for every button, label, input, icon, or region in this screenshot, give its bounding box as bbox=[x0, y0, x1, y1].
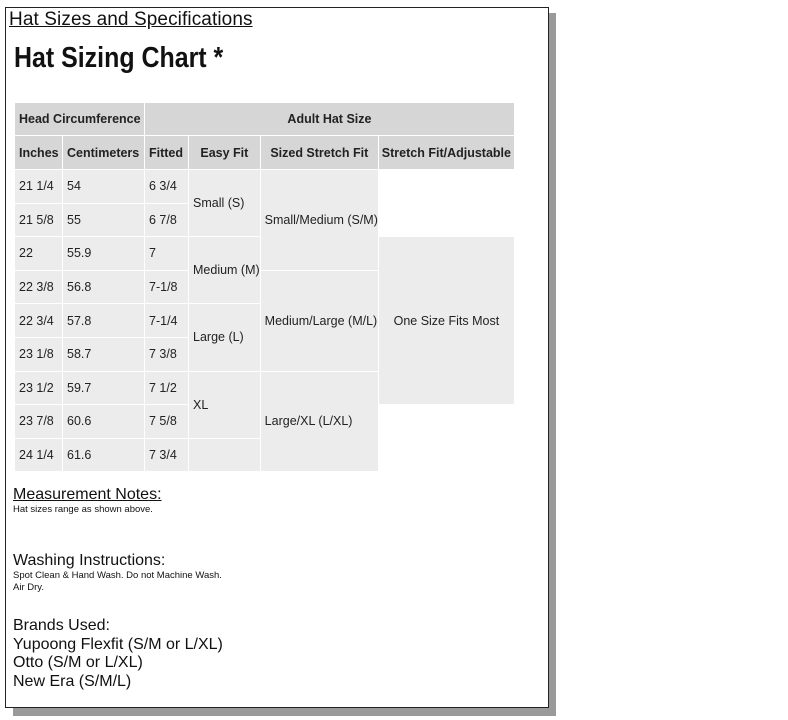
cell-centimeters: 54 bbox=[63, 170, 145, 204]
cell-adjustable-one-size: One Size Fits Most bbox=[378, 237, 514, 405]
table-column-header-row bbox=[15, 136, 520, 170]
cell-centimeters: 57.8 bbox=[63, 304, 145, 338]
header-easy-fit: Easy Fit bbox=[189, 136, 261, 170]
cell-inches: 22 3/4 bbox=[15, 304, 63, 338]
cell-centimeters: 61.6 bbox=[63, 438, 145, 472]
table-row bbox=[15, 170, 520, 204]
cell-stretch-medium-large: Medium/Large (M/L) bbox=[260, 270, 378, 371]
cell-easy-fit-xl: XL bbox=[189, 371, 261, 438]
brand-item: Yupoong Flexfit (S/M or L/XL) bbox=[13, 635, 223, 653]
cell-fitted: 7-1/8 bbox=[145, 270, 189, 304]
header-centimeters: Centimeters bbox=[63, 136, 145, 170]
cell-centimeters: 58.7 bbox=[63, 337, 145, 371]
page-heading: Hat Sizes and Specifications bbox=[9, 9, 253, 30]
chart-title: Hat Sizing Chart * bbox=[14, 42, 224, 74]
cell-inches: 23 1/2 bbox=[15, 371, 63, 405]
cell-easy-fit-medium: Medium (M) bbox=[189, 237, 261, 304]
washing-instructions-line: Air Dry. bbox=[13, 582, 44, 593]
header-head-circumference: Head Circumference bbox=[15, 103, 145, 136]
cell-inches: 21 5/8 bbox=[15, 203, 63, 237]
measurement-notes-text: Hat sizes range as shown above. bbox=[13, 504, 153, 515]
measurement-notes-heading: Measurement Notes: bbox=[13, 486, 162, 503]
cell-fitted: 6 3/4 bbox=[145, 170, 189, 204]
cell-inches: 24 1/4 bbox=[15, 438, 63, 472]
brand-item: Otto (S/M or L/XL) bbox=[13, 654, 143, 671]
header-fitted: Fitted bbox=[145, 136, 189, 170]
brands-heading: Brands Used: bbox=[13, 617, 110, 634]
cell-fitted: 7 3/8 bbox=[145, 337, 189, 371]
cell-fitted: 7 3/4 bbox=[145, 438, 189, 472]
cell-centimeters: 56.8 bbox=[63, 270, 145, 304]
cell-inches: 22 bbox=[15, 237, 63, 271]
cell-centimeters: 59.7 bbox=[63, 371, 145, 405]
header-inches: Inches bbox=[15, 136, 63, 170]
cell-easy-fit-empty bbox=[189, 438, 261, 472]
cell-inches: 22 3/8 bbox=[15, 270, 63, 304]
washing-instructions-line: Spot Clean & Hand Wash. Do not Machine Wash. bbox=[13, 570, 222, 581]
header-sized-stretch-fit: Sized Stretch Fit bbox=[260, 136, 378, 170]
cell-stretch-large-xl: Large/XL (L/XL) bbox=[260, 371, 378, 472]
cell-fitted: 7-1/4 bbox=[145, 304, 189, 338]
cell-fitted: 6 7/8 bbox=[145, 203, 189, 237]
cell-adjustable-empty-top bbox=[378, 170, 514, 237]
cell-fitted: 7 1/2 bbox=[145, 371, 189, 405]
cell-fitted: 7 5/8 bbox=[145, 405, 189, 439]
table-group-header-row bbox=[15, 103, 520, 136]
cell-fitted: 7 bbox=[145, 237, 189, 271]
cell-centimeters: 55 bbox=[63, 203, 145, 237]
cell-inches: 21 1/4 bbox=[15, 170, 63, 204]
cell-adjustable-empty-bottom bbox=[514, 371, 519, 472]
brand-item: New Era (S/M/L) bbox=[13, 672, 132, 690]
measurement-notes bbox=[13, 486, 162, 516]
washing-instructions-heading: Washing Instructions: bbox=[13, 552, 166, 569]
document-page bbox=[5, 7, 549, 708]
hat-sizing-table bbox=[14, 102, 520, 472]
cell-inches: 23 7/8 bbox=[15, 405, 63, 439]
cell-easy-fit-large: Large (L) bbox=[189, 304, 261, 371]
cell-centimeters: 55.9 bbox=[63, 237, 145, 271]
cell-easy-fit-small: Small (S) bbox=[189, 170, 261, 237]
brands-used bbox=[13, 617, 223, 691]
cell-stretch-small-medium: Small/Medium (S/M) bbox=[260, 170, 378, 271]
header-adult-hat-size: Adult Hat Size bbox=[145, 103, 515, 136]
cell-inches: 23 1/8 bbox=[15, 337, 63, 371]
header-stretch-fit-adjustable: Stretch Fit/Adjustable bbox=[378, 136, 514, 170]
cell-centimeters: 60.6 bbox=[63, 405, 145, 439]
washing-instructions bbox=[13, 552, 222, 594]
